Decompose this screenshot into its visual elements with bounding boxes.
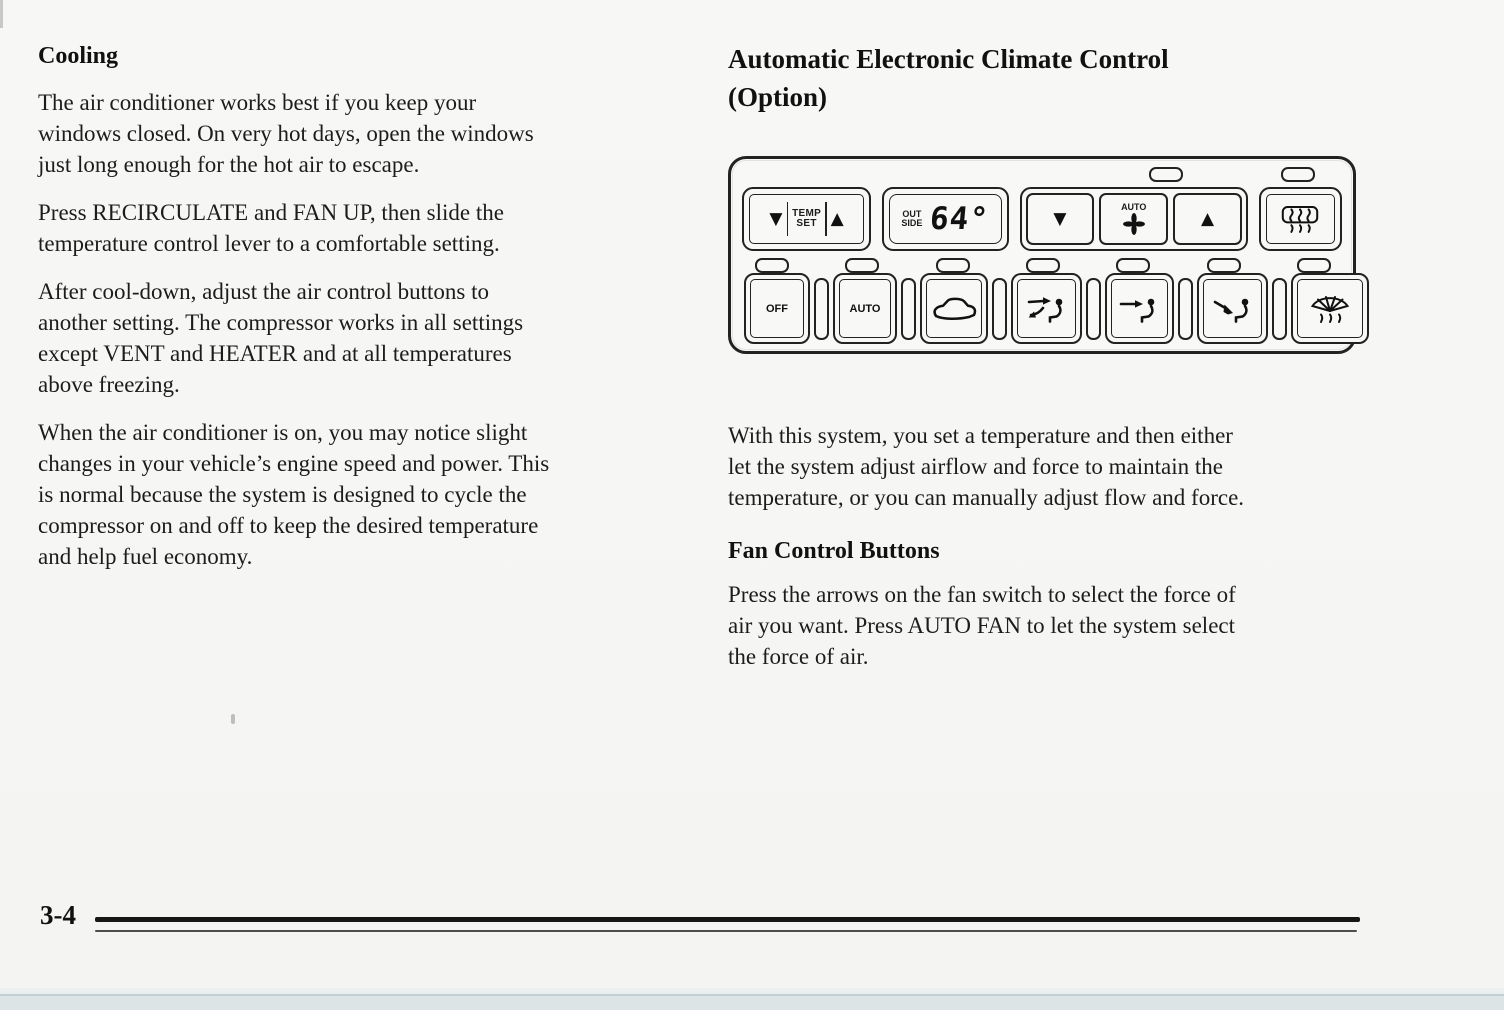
cooling-paragraph-4: When the air conditioner is on, you may notice slight changes in your vehicle’s engine speed and power. This is normal because the system is designed to cycle the compressor on and off to keep the desired temperature and help fuel economy. xyxy=(38,420,550,569)
car-recirculation-icon xyxy=(926,279,982,338)
climate-control-panel-illustration xyxy=(728,156,1356,354)
indicator-lamp xyxy=(1281,167,1315,182)
divider xyxy=(787,202,789,236)
footer-rule-thin xyxy=(95,930,1357,932)
button-separator xyxy=(1272,278,1287,340)
bilevel-airflow-icon xyxy=(1017,279,1076,338)
button-separator xyxy=(901,278,916,340)
panel-upper-row xyxy=(742,187,1342,251)
windshield-defrost-button xyxy=(1291,273,1369,344)
auto-fan-button xyxy=(1099,193,1168,245)
bilevel-airflow-button xyxy=(1011,273,1082,344)
climate-paragraph-2: Press the arrows on the fan switch to select the force of air you want. Press AUTO FAN to let the system select the force of air. xyxy=(728,582,1236,669)
outside-temperature-display xyxy=(882,187,1008,251)
off-button: OFF xyxy=(744,273,810,344)
cooling-paragraph-1: The air conditioner works best if you keep your windows closed. On very hot days, open the windows just long enough for the hot air to escape. xyxy=(38,90,534,177)
vent-airflow-icon xyxy=(1111,279,1168,338)
scan-artifact xyxy=(231,714,235,724)
fan-icon xyxy=(1121,212,1147,236)
temp-set-label: TEMP SET xyxy=(792,208,822,229)
recirculation-button xyxy=(920,273,988,344)
indicator-lamp xyxy=(845,258,879,273)
windshield-defrost-icon xyxy=(1297,279,1363,338)
cooling-paragraph-3: After cool-down, adjust the air control buttons to another setting. The compressor works in all settings except VENT and HEATER and at all temperatures above freezing. xyxy=(38,279,524,397)
temp-down-arrow-icon: ▼ xyxy=(769,208,783,229)
rear-defrost-button xyxy=(1259,187,1342,251)
indicator-lamp xyxy=(755,258,789,273)
indicator-lamp xyxy=(1026,258,1060,273)
left-column xyxy=(38,42,686,572)
button-separator xyxy=(992,278,1007,340)
auto-mode-button: AUTO xyxy=(833,273,897,344)
fan-control-group xyxy=(1020,187,1248,251)
indicator-lamp-row xyxy=(755,258,1331,273)
cooling-heading: Cooling xyxy=(38,43,119,69)
panel-lower-row xyxy=(744,275,1340,342)
temp-up-arrow-icon: ▲ xyxy=(830,208,844,229)
floor-airflow-button xyxy=(1197,273,1268,344)
outside-label: OUT SIDE xyxy=(901,209,923,228)
button-separator xyxy=(1178,278,1193,340)
fan-down-arrow-icon: ▼ xyxy=(1053,208,1067,229)
page-bottom-edge xyxy=(0,994,1504,1010)
climate-paragraph-1: With this system, you set a temperature and then either let the system adjust airflow and force to maintain the temperature, or you can manually adjust flow and force. xyxy=(728,423,1245,510)
vent-airflow-button xyxy=(1105,273,1174,344)
rear-defrost-icon xyxy=(1278,204,1322,234)
footer-rule-thick xyxy=(95,917,1360,922)
indicator-lamp xyxy=(936,258,970,273)
fan-control-buttons-heading: Fan Control Buttons xyxy=(728,538,940,564)
button-separator xyxy=(1086,278,1101,340)
page-number: 3-4 xyxy=(40,900,76,930)
fan-down-button xyxy=(1026,193,1095,245)
cooling-paragraph-2: Press RECIRCULATE and FAN UP, then slide the temperature control lever to a comfortable setting. xyxy=(38,200,504,256)
outside-temp-value: 64° xyxy=(928,201,991,237)
right-column xyxy=(728,40,1418,672)
indicator-lamp xyxy=(1149,167,1183,182)
floor-airflow-icon xyxy=(1203,279,1262,338)
auto-fan-label: AUTO xyxy=(1121,201,1147,212)
indicator-lamp xyxy=(1207,258,1241,273)
fan-up-button xyxy=(1173,193,1242,245)
temp-set-control xyxy=(742,187,871,251)
indicator-lamp xyxy=(1297,258,1331,273)
fan-up-arrow-icon: ▲ xyxy=(1201,208,1215,229)
climate-control-heading: Automatic Electronic Climate Control (Option) xyxy=(728,44,1169,112)
indicator-lamp xyxy=(1116,258,1150,273)
scan-edge xyxy=(0,0,3,28)
button-separator xyxy=(814,278,829,340)
divider xyxy=(825,202,827,236)
